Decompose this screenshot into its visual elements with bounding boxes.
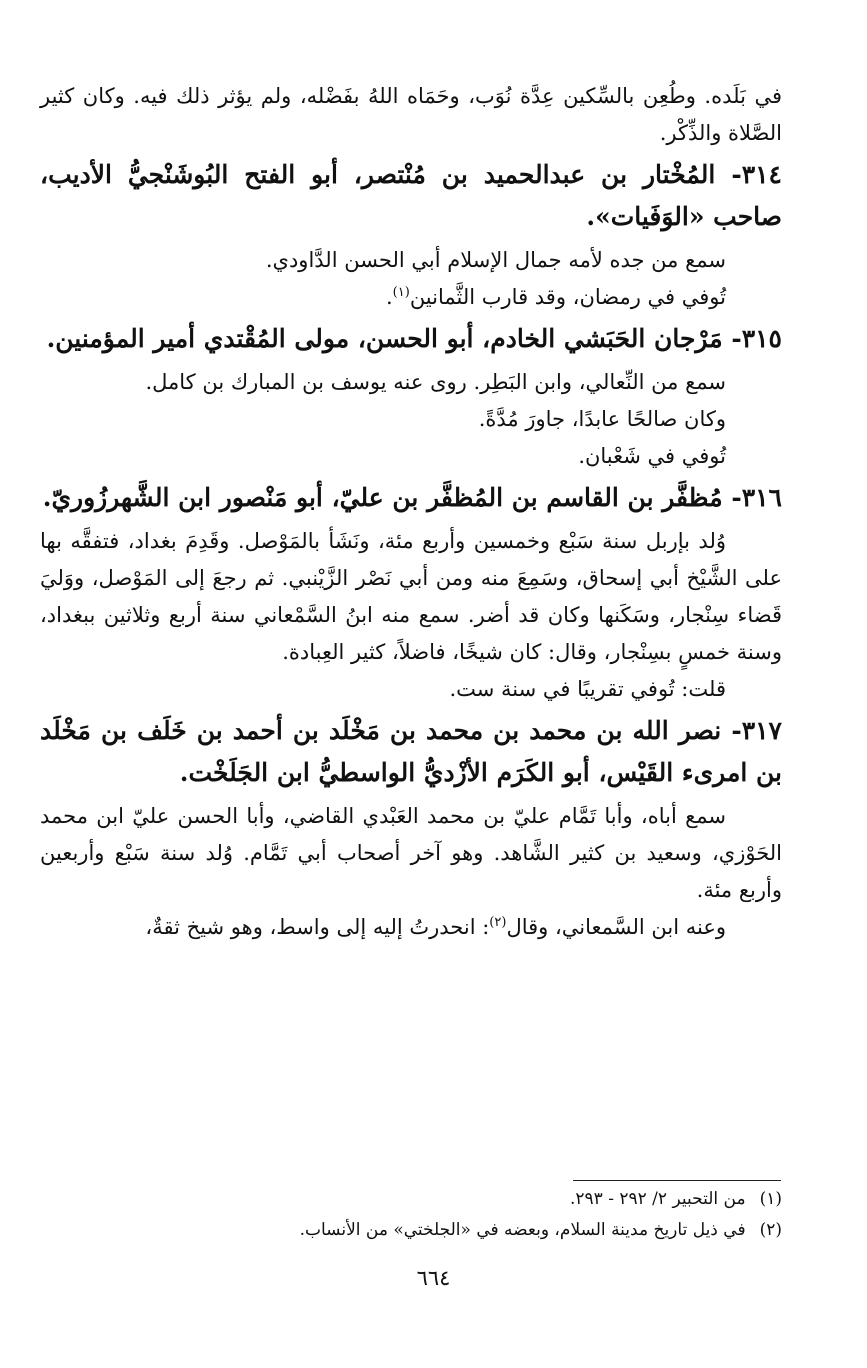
entry-heading-316 bbox=[40, 477, 782, 519]
entry-number: ٣١٥- bbox=[731, 324, 782, 353]
entry-text-part: : انحدرتُ إليه إلى واسط، وهو شيخ ثقةٌ، bbox=[145, 915, 490, 939]
footnote-reference: (٢) bbox=[489, 915, 507, 930]
entry-number: ٣١٤- bbox=[731, 160, 782, 189]
footnote-mark: (٢) bbox=[759, 1220, 782, 1240]
footnote-separator bbox=[573, 1180, 781, 1181]
entry-title: مُظفَّر بن القاسم بن المُظفَّر بن عليّ، أبو مَنْصور ابن الشَّهرزُوريّ. bbox=[42, 483, 723, 512]
entry-text: وُلد بإربل سنة سَبْع وخمسين وأربع مئة، ونَشَأ بالمَوْصل. وقَدِمَ بغداد، فتفقَّه بها على الشَّيْخ أبي إسحاق، وسَمِعَ منه ومن أبي نَصْر الزَّيْنبي. ثم رجعَ إلى المَوْصل، ووَليَ قَضاء سِنْجار، وسَكَنها وكان قد أضر. سمع منه ابنُ السَّمْعاني سنة أربع وثلاثين ببغداد، وسنة خمسٍ بسِنْجار، وقال: كان شيخًا، فاضلاً، كثير العِبادة. bbox=[40, 529, 782, 664]
entry-text-part: وعنه ابن السَّمعاني، وقال bbox=[506, 915, 726, 939]
entry-text bbox=[40, 909, 782, 946]
page-number: ٦٦٤ bbox=[416, 1266, 451, 1290]
entry-text: سمع من النِّعالي، وابن البَطِر. روى عنه يوسف بن المبارك بن كامل. bbox=[145, 370, 726, 394]
entry-text bbox=[40, 279, 782, 316]
entry-number: ٣١٦- bbox=[731, 483, 782, 512]
entry-heading-317 bbox=[40, 710, 782, 794]
footnote-text: في ذيل تاريخ مدينة السلام، وبعضه في «الجلختي» من الأنساب. bbox=[299, 1220, 746, 1240]
footnote-reference: (١) bbox=[392, 285, 410, 300]
entry-heading-314 bbox=[40, 154, 782, 238]
entry-text-part: تُوفي في رمضان، وقد قارب الثَّمانين bbox=[409, 285, 726, 309]
entry-text-part: . bbox=[385, 285, 393, 309]
entry-text: سمع أباه، وأبا تَمَّام عليّ بن محمد العَبْدي القاضي، وأبا الحسن عليّ ابن محمد الحَوْزي، وسعيد بن كثير الشَّاهد. وهو آخر أصحاب أبي تَمَّام. وُلد سنة سَبْع وأربعين وأربع مئة. bbox=[40, 804, 782, 902]
paragraph-continuation: في بَلَده. وطُعِن بالسِّكين عِدَّة نُوَب، وحَمَاه اللهُ بفَضْله، ولم يؤثر ذلك فيه. وكان كثير الصَّلاة والذِّكْر. bbox=[40, 84, 782, 145]
footnotes bbox=[40, 1184, 782, 1246]
entry-title: نصر الله بن محمد بن محمد بن مَخْلَد بن أحمد بن خَلَف بن مَخْلَد بن امرىء القَيْس، أبو الكَرَم الأزْديُّ الواسطيُّ ابن الجَلَخْت. bbox=[40, 716, 782, 787]
page-body bbox=[40, 78, 782, 946]
entry-text: سمع من جده لأمه جمال الإسلام أبي الحسن الدَّاودي. bbox=[265, 248, 726, 272]
entry-title: مَرْجان الحَبَشي الخادم، أبو الحسن، مولى المُقْتدي أمير المؤمنين. bbox=[46, 324, 723, 353]
entry-text: وكان صالحًا عابدًا، جاورَ مُدَّةً. bbox=[478, 407, 726, 431]
entry-text: قلت: تُوفي تقريبًا في سنة ست. bbox=[449, 677, 726, 701]
entry-text: تُوفي في شَعْبان. bbox=[578, 444, 726, 468]
entry-number: ٣١٧- bbox=[731, 716, 782, 745]
footnote-text: من التحبير ٢/ ٢٩٢ - ٢٩٣. bbox=[570, 1189, 746, 1209]
footnote bbox=[40, 1184, 782, 1215]
entry-title: المُخْتار بن عبدالحميد بن مُنْتصر، أبو الفتح البُوشَنْجيُّ الأديب، صاحب «الوَفَيات». bbox=[40, 160, 782, 231]
footnote bbox=[40, 1215, 782, 1246]
footnote-mark: (١) bbox=[759, 1189, 782, 1209]
entry-heading-315 bbox=[40, 318, 782, 360]
